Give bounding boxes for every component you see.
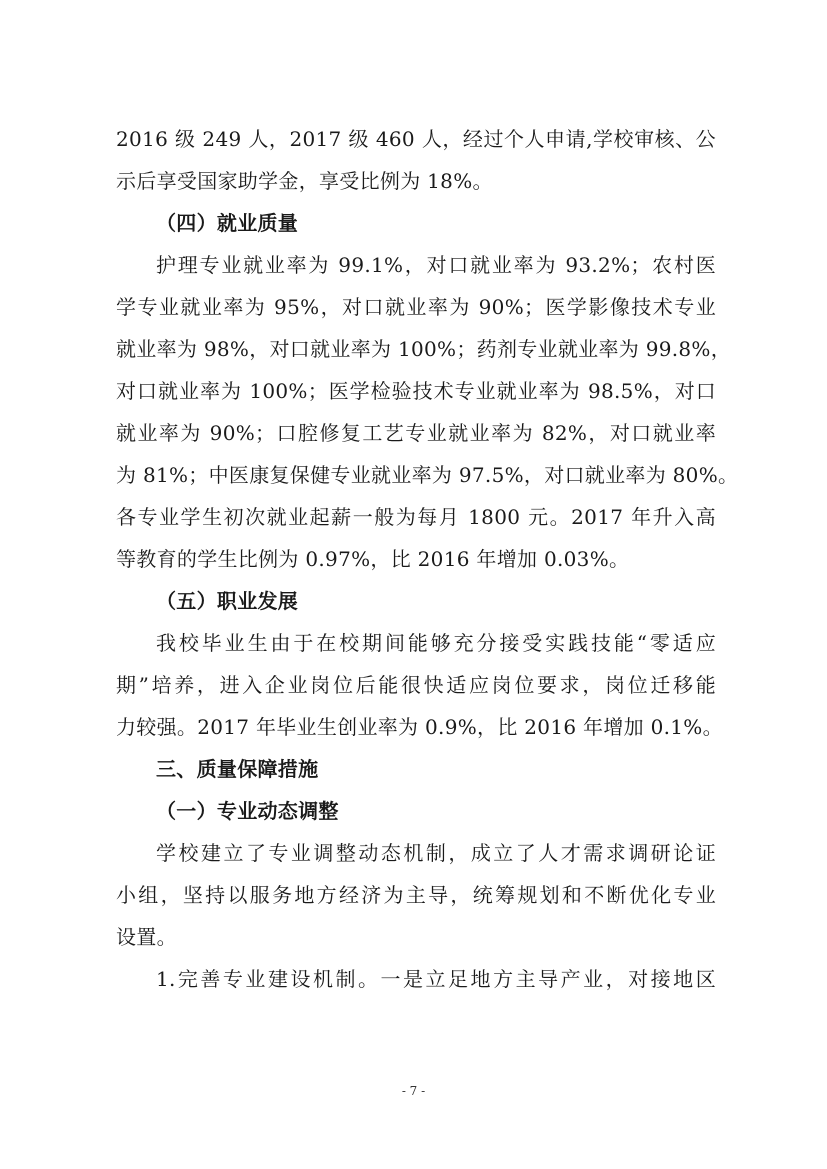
paragraph-line: 学专业就业率为 95%，对口就业率为 90%；医学影像技术专业 xyxy=(116,295,716,319)
paragraph-line: 护理专业就业率为 99.1%，对口就业率为 93.2%；农村医 xyxy=(156,253,716,277)
paragraph-line: 为 81%；中医康复保健专业就业率为 97.5%，对口就业率为 80%。 xyxy=(116,463,739,487)
paragraph-line: 我校毕业生由于在校期间能够充分接受实践技能“零适应 xyxy=(156,631,716,655)
paragraph-line: 设置。 xyxy=(116,925,177,949)
paragraph-line: 示后享受国家助学金，享受比例为 18%。 xyxy=(116,169,493,193)
paragraph-line: 小组，坚持以服务地方经济为主导，统筹规划和不断优化专业 xyxy=(116,883,716,907)
paragraph-line: 1.完善专业建设机制。一是立足地方主导产业，对接地区 xyxy=(156,967,716,991)
section-heading-dynamic-adjustment: （一）专业动态调整 xyxy=(156,799,339,823)
paragraph-line: 就业率为 98%，对口就业率为 100%；药剂专业就业率为 99.8%， xyxy=(116,337,732,361)
page-number: - 7 - xyxy=(401,1084,426,1098)
paragraph-line: 力较强。2017 年毕业生创业率为 0.9%，比 2016 年增加 0.1%。 xyxy=(116,715,723,739)
paragraph-line: 对口就业率为 100%；医学检验技术专业就业率为 98.5%，对口 xyxy=(116,379,716,403)
paragraph-line: 学校建立了专业调整动态机制，成立了人才需求调研论证 xyxy=(156,841,716,865)
paragraph-line: 2016 级 249 人，2017 级 460 人，经过个人申请,学校审核、公 xyxy=(116,127,716,151)
document-body xyxy=(116,118,739,1000)
paragraph-line: 各专业学生初次就业起薪一般为每月 1800 元。2017 年升入高 xyxy=(116,505,716,529)
paragraph-line: 等教育的学生比例为 0.97%，比 2016 年增加 0.03%。 xyxy=(116,547,630,571)
chapter-heading-quality-assurance: 三、质量保障措施 xyxy=(156,757,319,781)
paragraph-line: 就业率为 90%；口腔修复工艺专业就业率为 82%，对口就业率 xyxy=(116,421,716,445)
section-heading-employment-quality: （四）就业质量 xyxy=(156,211,299,235)
section-heading-career-development: （五）职业发展 xyxy=(156,589,299,613)
paragraph-line: 期”培养，进入企业岗位后能很快适应岗位要求，岗位迁移能 xyxy=(116,673,716,697)
